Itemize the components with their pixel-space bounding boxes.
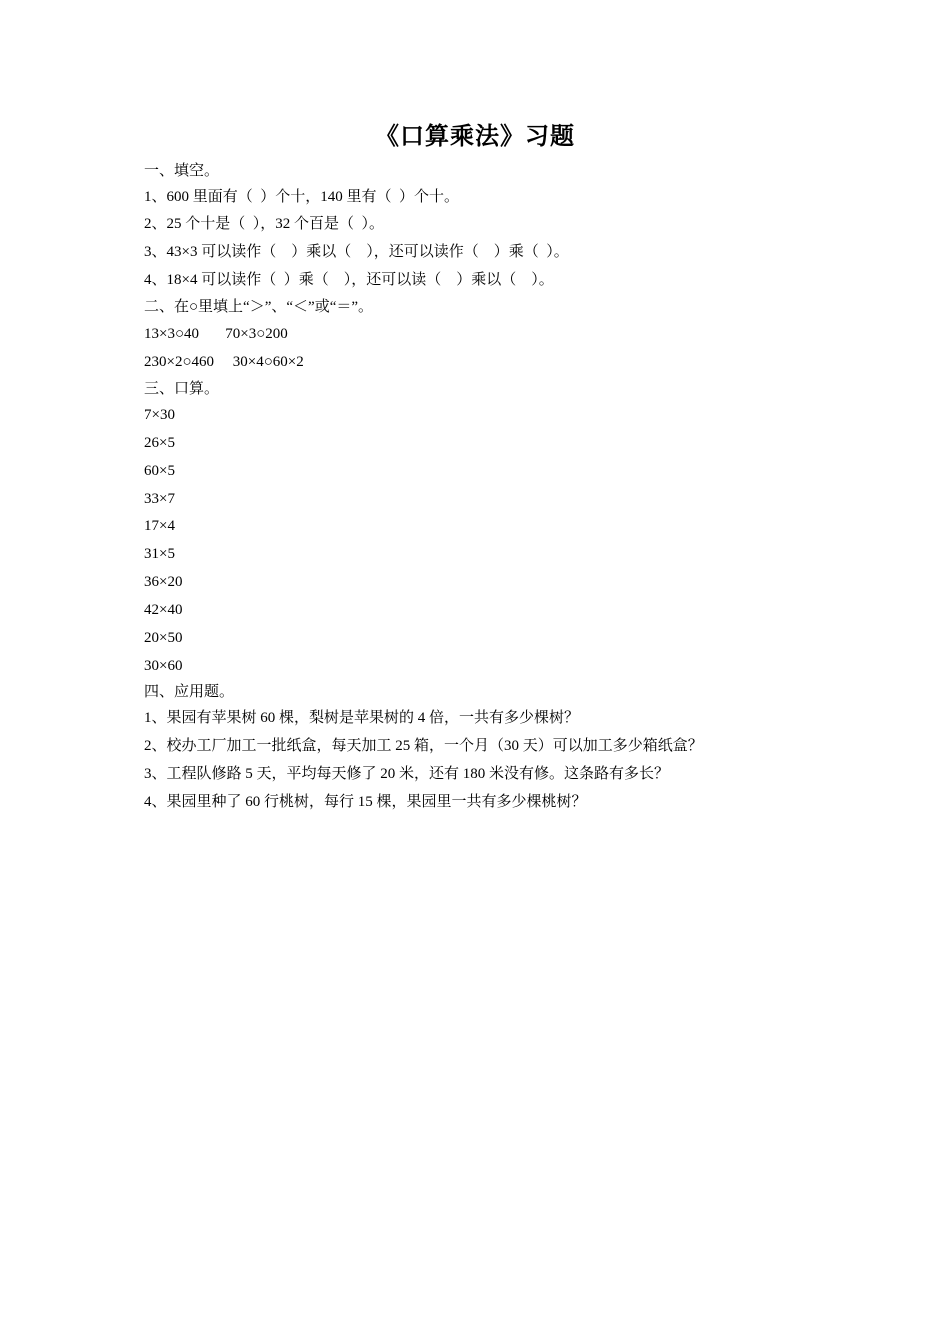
question-line: 33×7 [144, 491, 175, 507]
section-heading-mental-math: 三、口算。 [144, 381, 220, 397]
question-line: 26×5 [144, 435, 175, 451]
question-line: 42×40 [144, 602, 183, 618]
question-line: 2、25 个十是（ ），32 个百是（ ）。 [144, 216, 385, 232]
question-line: 4、果园里种了 60 行桃树，每行 15 棵，果园里一共有多少棵桃树？ [144, 794, 587, 810]
question-line: 3、43×3 可以读作（ ）乘以（ ），还可以读作（ ）乘（ ）。 [144, 244, 569, 260]
question-line: 2、校办工厂加工一批纸盒，每天加工 25 箱，一个月（30 天）可以加工多少箱纸盒？ [144, 738, 703, 754]
question-line: 30×60 [144, 658, 183, 674]
question-line: 1、600 里面有（ ）个十，140 里有（ ）个十。 [144, 189, 460, 205]
question-line: 3、工程队修路 5 天，平均每天修了 20 米，还有 180 米没有修。这条路有多长？ [144, 766, 670, 782]
question-line: 7×30 [144, 407, 175, 423]
question-line: 36×20 [144, 574, 183, 590]
question-line: 20×50 [144, 630, 183, 646]
question-line: 60×5 [144, 463, 175, 479]
question-line: 4、18×4 可以读作（ ）乘（ ），还可以读（ ）乘以（ ）。 [144, 272, 554, 288]
document-title: 《口算乘法》习题 [375, 121, 575, 150]
question-line: 1、果园有苹果树 60 棵，梨树是苹果树的 4 倍，一共有多少棵树？ [144, 710, 580, 726]
question-line: 17×4 [144, 518, 175, 534]
question-line: 13×3○40 70×3○200 [144, 326, 288, 342]
section-heading-fill-blank: 一、填空。 [144, 163, 220, 179]
question-line: 31×5 [144, 546, 175, 562]
section-heading-compare: 二、在○里填上“＞”、“＜”或“＝”。 [144, 299, 374, 315]
section-heading-word-problems: 四、应用题。 [144, 684, 235, 700]
question-line: 230×2○460 30×4○60×2 [144, 354, 304, 370]
